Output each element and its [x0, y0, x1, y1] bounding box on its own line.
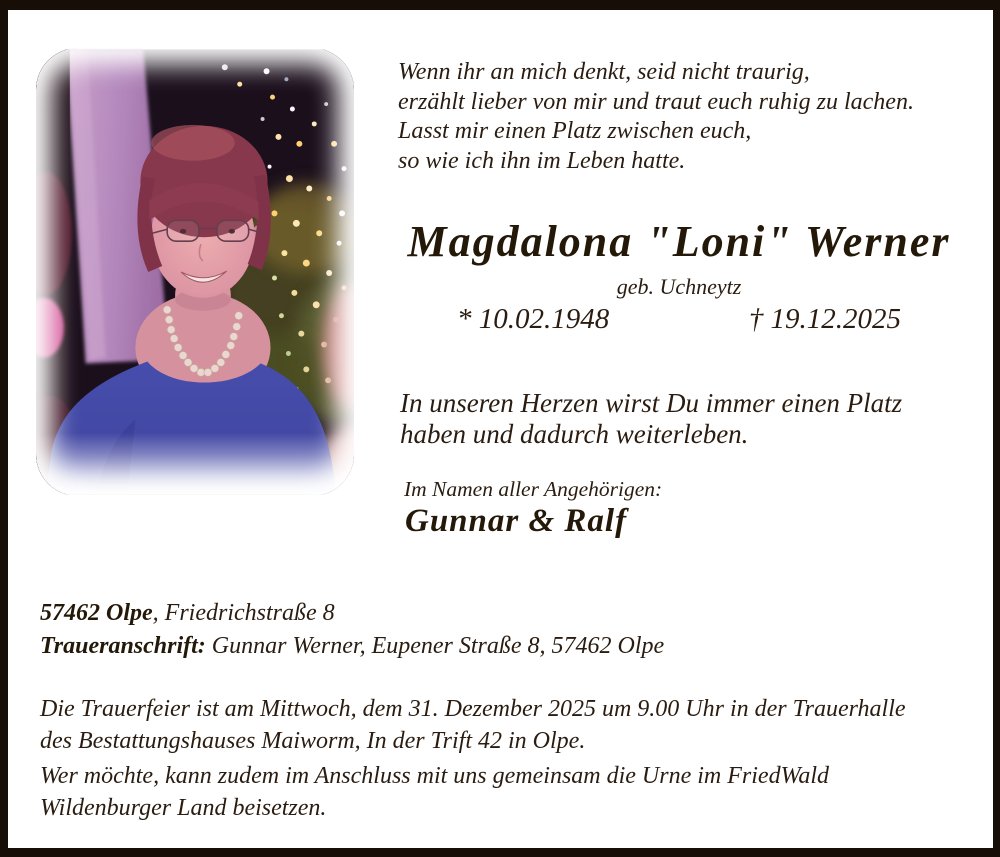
poem-line: so wie ich ihn im Leben hatte.: [398, 147, 686, 174]
opening-poem: [398, 58, 914, 176]
on-behalf-text: Im Namen aller Angehörigen:: [404, 477, 663, 501]
funeral-service-info: [40, 694, 906, 757]
mourning-address-value: Gunnar Werner, Eupener Straße 8, 57462 Olpe: [205, 632, 665, 659]
poem-line: Wenn ihr an mich denkt, seid nicht traurig,: [398, 59, 810, 85]
portrait-photo: [36, 48, 354, 496]
mourning-address: [40, 630, 664, 663]
maiden-name: geb. Uchneytz: [616, 274, 742, 299]
tribute-text: [400, 388, 902, 449]
urn-info-line: Wer möchte, kann zudem im Anschluss mit uns gemeinsam die Urne im FriedWald: [40, 763, 830, 789]
mourners-signature: Gunnar & Ralf: [405, 503, 628, 539]
birth-date: * 10.02.1948: [457, 303, 610, 335]
mourning-address-label: Traueranschrift:: [40, 632, 206, 659]
death-date: † 19.12.2025: [748, 303, 901, 335]
residence-address: [40, 597, 664, 630]
urn-info-line: Wildenburger Land beisetzen.: [40, 794, 327, 821]
portrait-photo-illustration: [36, 48, 354, 496]
urn-burial-info: [40, 761, 829, 824]
life-dates: [399, 303, 959, 336]
poem-line: Lasst mir einen Platz zwischen euch,: [398, 118, 752, 144]
tribute-line: In unseren Herzen wirst Du immer einen Platz: [400, 388, 903, 418]
funeral-info-line: Die Trauerfeier ist am Mittwoch, dem 31. Dezember 2025 um 9.00 Uhr in der Trauerhalle: [40, 696, 906, 722]
residence-city: 57462 Olpe: [40, 600, 153, 626]
address-block: [40, 597, 664, 662]
deceased-name: Magdalona "Loni" Werner: [407, 217, 951, 266]
tribute-line: haben und dadurch weiterleben.: [400, 418, 749, 449]
funeral-info-line: des Bestattungshauses Maiworm, In der Trift 42 in Olpe.: [40, 727, 586, 754]
poem-line: erzählt lieber von mir und traut euch ruhig zu lachen.: [398, 88, 914, 115]
residence-street: , Friedrichstraße 8: [152, 600, 335, 626]
